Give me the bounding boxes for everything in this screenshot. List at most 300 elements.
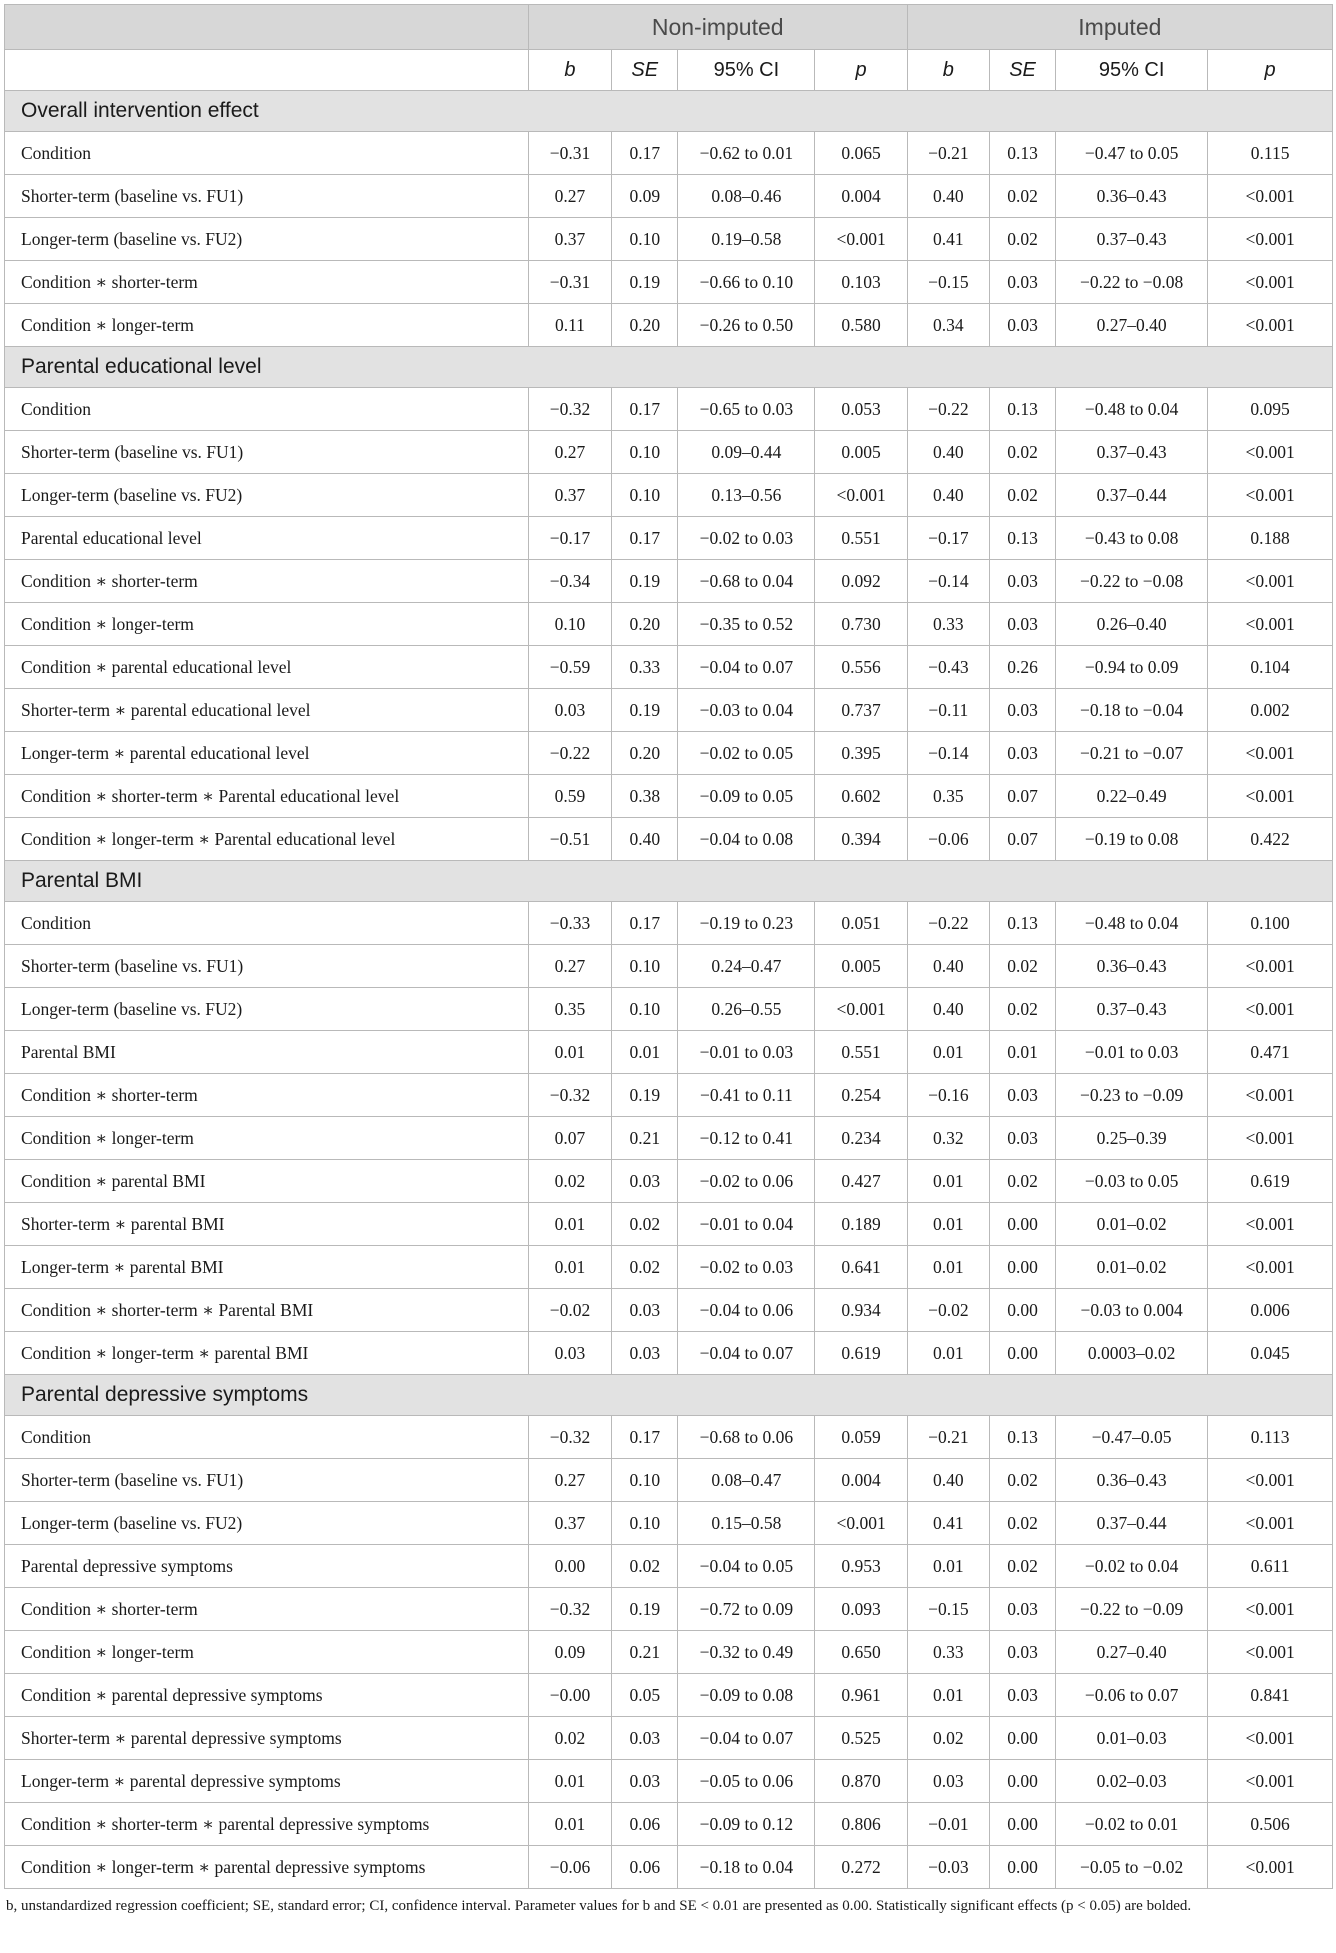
cell-imputed-b: 0.40 — [907, 431, 989, 474]
table-row — [5, 1545, 1333, 1588]
table-row — [5, 1289, 1333, 1332]
cell-imputed-p: 0.188 — [1208, 517, 1333, 560]
cell-nonimputed-se: 0.10 — [612, 945, 678, 988]
cell-imputed-p: 0.611 — [1208, 1545, 1333, 1588]
cell-nonimputed-ci: −0.12 to 0.41 — [678, 1117, 815, 1160]
cell-nonimputed-b: −0.32 — [528, 1416, 612, 1459]
cell-imputed-ci: −0.47 to 0.05 — [1056, 132, 1208, 175]
cell-imputed-se: 0.13 — [990, 1416, 1056, 1459]
row-label: Condition ∗ parental educational level — [5, 646, 529, 689]
cell-nonimputed-se: 0.33 — [612, 646, 678, 689]
cell-nonimputed-se: 0.10 — [612, 988, 678, 1031]
cell-nonimputed-p: 0.961 — [815, 1674, 907, 1717]
table-row — [5, 1631, 1333, 1674]
table-row — [5, 517, 1333, 560]
cell-imputed-p: <0.001 — [1208, 304, 1333, 347]
row-label: Longer-term (baseline vs. FU2) — [5, 474, 529, 517]
cell-imputed-p: <0.001 — [1208, 474, 1333, 517]
cell-imputed-ci: −0.02 to 0.04 — [1056, 1545, 1208, 1588]
cell-nonimputed-se: 0.20 — [612, 304, 678, 347]
cell-imputed-ci: 0.37–0.43 — [1056, 988, 1208, 1031]
cell-imputed-p: <0.001 — [1208, 1246, 1333, 1289]
header-label-cell — [5, 50, 529, 91]
row-label: Condition ∗ shorter-term — [5, 1588, 529, 1631]
cell-nonimputed-ci: −0.65 to 0.03 — [678, 388, 815, 431]
cell-imputed-p: <0.001 — [1208, 1459, 1333, 1502]
cell-imputed-ci: 0.27–0.40 — [1056, 1631, 1208, 1674]
row-label: Longer-term ∗ parental depressive symptoms — [5, 1760, 529, 1803]
cell-nonimputed-b: −0.33 — [528, 902, 612, 945]
table-row — [5, 261, 1333, 304]
cell-nonimputed-p: 0.395 — [815, 732, 907, 775]
cell-imputed-se: 0.02 — [990, 1545, 1056, 1588]
header-group-row — [5, 5, 1333, 50]
cell-imputed-p: 0.100 — [1208, 902, 1333, 945]
cell-imputed-ci: −0.03 to 0.004 — [1056, 1289, 1208, 1332]
cell-nonimputed-p: 0.641 — [815, 1246, 907, 1289]
cell-imputed-b: 0.01 — [907, 1246, 989, 1289]
cell-imputed-p: <0.001 — [1208, 988, 1333, 1031]
cell-imputed-b: 0.01 — [907, 1674, 989, 1717]
row-label: Condition ∗ shorter-term ∗ Parental BMI — [5, 1289, 529, 1332]
cell-imputed-se: 0.00 — [990, 1846, 1056, 1889]
cell-imputed-p: <0.001 — [1208, 1717, 1333, 1760]
cell-nonimputed-se: 0.02 — [612, 1545, 678, 1588]
column-header-p: p — [815, 50, 907, 91]
row-label: Condition — [5, 388, 529, 431]
cell-imputed-b: −0.17 — [907, 517, 989, 560]
table-row — [5, 1502, 1333, 1545]
cell-imputed-b: −0.22 — [907, 388, 989, 431]
cell-imputed-ci: 0.01–0.03 — [1056, 1717, 1208, 1760]
cell-imputed-p: 0.104 — [1208, 646, 1333, 689]
cell-imputed-b: 0.40 — [907, 988, 989, 1031]
cell-imputed-se: 0.13 — [990, 902, 1056, 945]
cell-nonimputed-b: 0.01 — [528, 1803, 612, 1846]
table-row — [5, 175, 1333, 218]
cell-imputed-ci: −0.02 to 0.01 — [1056, 1803, 1208, 1846]
cell-nonimputed-se: 0.10 — [612, 474, 678, 517]
cell-nonimputed-p: 0.053 — [815, 388, 907, 431]
cell-nonimputed-se: 0.03 — [612, 1332, 678, 1375]
cell-nonimputed-se: 0.17 — [612, 132, 678, 175]
cell-nonimputed-se: 0.05 — [612, 1674, 678, 1717]
cell-nonimputed-b: 0.27 — [528, 431, 612, 474]
cell-nonimputed-b: 0.02 — [528, 1717, 612, 1760]
cell-nonimputed-p: 0.059 — [815, 1416, 907, 1459]
header-column-row — [5, 50, 1333, 91]
cell-imputed-se: 0.03 — [990, 1074, 1056, 1117]
cell-nonimputed-p: 0.092 — [815, 560, 907, 603]
cell-imputed-ci: 0.37–0.44 — [1056, 474, 1208, 517]
cell-nonimputed-b: 0.27 — [528, 175, 612, 218]
cell-imputed-b: 0.40 — [907, 474, 989, 517]
cell-imputed-ci: −0.01 to 0.03 — [1056, 1031, 1208, 1074]
cell-nonimputed-se: 0.19 — [612, 261, 678, 304]
row-label: Condition ∗ parental BMI — [5, 1160, 529, 1203]
cell-imputed-b: −0.22 — [907, 902, 989, 945]
table-row — [5, 388, 1333, 431]
cell-nonimputed-ci: −0.62 to 0.01 — [678, 132, 815, 175]
cell-nonimputed-p: 0.934 — [815, 1289, 907, 1332]
cell-imputed-ci: −0.48 to 0.04 — [1056, 902, 1208, 945]
column-header-se: SE — [990, 50, 1056, 91]
cell-nonimputed-ci: −0.41 to 0.11 — [678, 1074, 815, 1117]
column-header-p: p — [1208, 50, 1333, 91]
table-header — [5, 5, 1333, 91]
cell-imputed-p: <0.001 — [1208, 603, 1333, 646]
cell-imputed-ci: 0.25–0.39 — [1056, 1117, 1208, 1160]
cell-nonimputed-ci: −0.01 to 0.03 — [678, 1031, 815, 1074]
cell-nonimputed-se: 0.38 — [612, 775, 678, 818]
row-label: Parental depressive symptoms — [5, 1545, 529, 1588]
cell-imputed-p: <0.001 — [1208, 1760, 1333, 1803]
cell-nonimputed-b: 0.27 — [528, 1459, 612, 1502]
header-corner-cell — [5, 5, 529, 50]
cell-imputed-p: <0.001 — [1208, 431, 1333, 474]
table-row — [5, 1846, 1333, 1889]
table-row — [5, 1588, 1333, 1631]
cell-nonimputed-b: −0.17 — [528, 517, 612, 560]
cell-nonimputed-se: 0.06 — [612, 1846, 678, 1889]
cell-imputed-se: 0.02 — [990, 431, 1056, 474]
cell-nonimputed-ci: −0.02 to 0.06 — [678, 1160, 815, 1203]
cell-imputed-se: 0.13 — [990, 517, 1056, 560]
table-row — [5, 1760, 1333, 1803]
cell-nonimputed-b: 0.37 — [528, 474, 612, 517]
cell-imputed-se: 0.03 — [990, 603, 1056, 646]
table-row — [5, 988, 1333, 1031]
cell-nonimputed-ci: −0.04 to 0.07 — [678, 1717, 815, 1760]
row-label: Shorter-term (baseline vs. FU1) — [5, 431, 529, 474]
cell-imputed-b: 0.01 — [907, 1031, 989, 1074]
cell-nonimputed-p: 0.580 — [815, 304, 907, 347]
cell-nonimputed-b: −0.34 — [528, 560, 612, 603]
cell-imputed-p: <0.001 — [1208, 218, 1333, 261]
cell-nonimputed-b: −0.32 — [528, 388, 612, 431]
row-label: Longer-term (baseline vs. FU2) — [5, 1502, 529, 1545]
cell-imputed-p: 0.506 — [1208, 1803, 1333, 1846]
table-row — [5, 304, 1333, 347]
cell-imputed-p: <0.001 — [1208, 1117, 1333, 1160]
cell-imputed-p: <0.001 — [1208, 775, 1333, 818]
cell-imputed-b: −0.14 — [907, 732, 989, 775]
cell-nonimputed-ci: −0.04 to 0.06 — [678, 1289, 815, 1332]
cell-imputed-se: 0.03 — [990, 261, 1056, 304]
row-label: Condition ∗ shorter-term ∗ Parental educational level — [5, 775, 529, 818]
cell-nonimputed-p: 0.870 — [815, 1760, 907, 1803]
table-body — [5, 91, 1333, 1889]
cell-imputed-b: 0.01 — [907, 1332, 989, 1375]
cell-nonimputed-se: 0.17 — [612, 902, 678, 945]
cell-imputed-p: 0.095 — [1208, 388, 1333, 431]
table-row — [5, 1416, 1333, 1459]
cell-imputed-ci: 0.26–0.40 — [1056, 603, 1208, 646]
cell-imputed-p: <0.001 — [1208, 945, 1333, 988]
section-header-row — [5, 347, 1333, 388]
cell-nonimputed-ci: −0.18 to 0.04 — [678, 1846, 815, 1889]
table-row — [5, 775, 1333, 818]
cell-nonimputed-se: 0.40 — [612, 818, 678, 861]
cell-nonimputed-se: 0.02 — [612, 1203, 678, 1246]
cell-imputed-p: <0.001 — [1208, 1203, 1333, 1246]
cell-nonimputed-ci: −0.04 to 0.08 — [678, 818, 815, 861]
cell-nonimputed-ci: −0.04 to 0.07 — [678, 646, 815, 689]
cell-nonimputed-p: 0.650 — [815, 1631, 907, 1674]
cell-nonimputed-se: 0.19 — [612, 560, 678, 603]
cell-nonimputed-b: 0.02 — [528, 1160, 612, 1203]
row-label: Condition ∗ parental depressive symptoms — [5, 1674, 529, 1717]
cell-nonimputed-se: 0.19 — [612, 689, 678, 732]
cell-nonimputed-ci: 0.08–0.46 — [678, 175, 815, 218]
cell-imputed-b: −0.15 — [907, 1588, 989, 1631]
cell-imputed-ci: −0.06 to 0.07 — [1056, 1674, 1208, 1717]
cell-nonimputed-ci: −0.09 to 0.12 — [678, 1803, 815, 1846]
table-row — [5, 1332, 1333, 1375]
column-header-ci: 95% CI — [1056, 50, 1208, 91]
cell-imputed-ci: 0.01–0.02 — [1056, 1203, 1208, 1246]
cell-nonimputed-p: 0.551 — [815, 517, 907, 560]
cell-nonimputed-b: −0.02 — [528, 1289, 612, 1332]
cell-nonimputed-ci: −0.02 to 0.03 — [678, 1246, 815, 1289]
cell-imputed-se: 0.03 — [990, 732, 1056, 775]
cell-imputed-p: 0.841 — [1208, 1674, 1333, 1717]
row-label: Condition ∗ longer-term — [5, 1117, 529, 1160]
cell-imputed-ci: −0.03 to 0.05 — [1056, 1160, 1208, 1203]
cell-nonimputed-se: 0.10 — [612, 431, 678, 474]
cell-imputed-se: 0.00 — [990, 1246, 1056, 1289]
cell-imputed-b: 0.41 — [907, 1502, 989, 1545]
cell-imputed-se: 0.02 — [990, 1160, 1056, 1203]
cell-imputed-ci: −0.23 to −0.09 — [1056, 1074, 1208, 1117]
cell-nonimputed-b: 0.11 — [528, 304, 612, 347]
cell-nonimputed-ci: −0.04 to 0.05 — [678, 1545, 815, 1588]
cell-imputed-se: 0.02 — [990, 945, 1056, 988]
header-group-imputed: Imputed — [907, 5, 1332, 50]
row-label: Shorter-term (baseline vs. FU1) — [5, 175, 529, 218]
cell-nonimputed-se: 0.10 — [612, 218, 678, 261]
cell-nonimputed-ci: −0.05 to 0.06 — [678, 1760, 815, 1803]
cell-nonimputed-se: 0.20 — [612, 603, 678, 646]
cell-nonimputed-p: 0.619 — [815, 1332, 907, 1375]
table-row — [5, 431, 1333, 474]
section-header-row — [5, 91, 1333, 132]
table-row — [5, 818, 1333, 861]
row-label: Shorter-term ∗ parental depressive symptoms — [5, 1717, 529, 1760]
cell-nonimputed-b: 0.10 — [528, 603, 612, 646]
cell-imputed-b: 0.01 — [907, 1160, 989, 1203]
cell-nonimputed-se: 0.19 — [612, 1074, 678, 1117]
cell-imputed-p: <0.001 — [1208, 1846, 1333, 1889]
cell-imputed-p: <0.001 — [1208, 261, 1333, 304]
cell-imputed-b: −0.14 — [907, 560, 989, 603]
cell-nonimputed-ci: −0.68 to 0.06 — [678, 1416, 815, 1459]
cell-nonimputed-p: 0.093 — [815, 1588, 907, 1631]
cell-imputed-ci: 0.02–0.03 — [1056, 1760, 1208, 1803]
cell-imputed-b: −0.11 — [907, 689, 989, 732]
cell-nonimputed-se: 0.01 — [612, 1031, 678, 1074]
cell-nonimputed-p: 0.427 — [815, 1160, 907, 1203]
cell-nonimputed-p: 0.065 — [815, 132, 907, 175]
cell-nonimputed-b: −0.31 — [528, 261, 612, 304]
cell-imputed-p: 0.471 — [1208, 1031, 1333, 1074]
cell-nonimputed-p: 0.254 — [815, 1074, 907, 1117]
cell-nonimputed-se: 0.17 — [612, 1416, 678, 1459]
cell-nonimputed-se: 0.03 — [612, 1760, 678, 1803]
cell-imputed-se: 0.26 — [990, 646, 1056, 689]
cell-imputed-se: 0.03 — [990, 304, 1056, 347]
cell-nonimputed-b: 0.59 — [528, 775, 612, 818]
cell-nonimputed-p: 0.556 — [815, 646, 907, 689]
cell-imputed-p: <0.001 — [1208, 1502, 1333, 1545]
cell-nonimputed-b: −0.22 — [528, 732, 612, 775]
cell-nonimputed-ci: 0.24–0.47 — [678, 945, 815, 988]
cell-nonimputed-se: 0.03 — [612, 1160, 678, 1203]
cell-imputed-se: 0.02 — [990, 175, 1056, 218]
row-label: Parental BMI — [5, 1031, 529, 1074]
table-row — [5, 689, 1333, 732]
cell-imputed-se: 0.13 — [990, 388, 1056, 431]
cell-nonimputed-se: 0.10 — [612, 1459, 678, 1502]
cell-nonimputed-b: −0.59 — [528, 646, 612, 689]
cell-imputed-ci: −0.48 to 0.04 — [1056, 388, 1208, 431]
cell-imputed-ci: 0.0003–0.02 — [1056, 1332, 1208, 1375]
table-row — [5, 1117, 1333, 1160]
cell-imputed-b: 0.33 — [907, 1631, 989, 1674]
cell-imputed-b: −0.21 — [907, 1416, 989, 1459]
cell-nonimputed-p: 0.551 — [815, 1031, 907, 1074]
column-header-ci: 95% CI — [678, 50, 815, 91]
cell-nonimputed-b: −0.32 — [528, 1074, 612, 1117]
cell-nonimputed-p: <0.001 — [815, 474, 907, 517]
cell-imputed-p: 0.619 — [1208, 1160, 1333, 1203]
row-label: Shorter-term ∗ parental educational level — [5, 689, 529, 732]
table-row — [5, 945, 1333, 988]
cell-nonimputed-b: 0.09 — [528, 1631, 612, 1674]
cell-imputed-se: 0.00 — [990, 1289, 1056, 1332]
cell-imputed-ci: −0.47–0.05 — [1056, 1416, 1208, 1459]
cell-nonimputed-b: −0.06 — [528, 1846, 612, 1889]
cell-nonimputed-b: 0.03 — [528, 689, 612, 732]
row-label: Shorter-term (baseline vs. FU1) — [5, 1459, 529, 1502]
cell-imputed-ci: 0.36–0.43 — [1056, 175, 1208, 218]
cell-imputed-ci: 0.36–0.43 — [1056, 1459, 1208, 1502]
cell-nonimputed-p: 0.004 — [815, 175, 907, 218]
table-row — [5, 218, 1333, 261]
cell-nonimputed-ci: 0.19–0.58 — [678, 218, 815, 261]
cell-nonimputed-b: 0.27 — [528, 945, 612, 988]
cell-nonimputed-p: 0.005 — [815, 431, 907, 474]
cell-imputed-b: 0.01 — [907, 1203, 989, 1246]
cell-imputed-b: −0.01 — [907, 1803, 989, 1846]
row-label: Condition — [5, 902, 529, 945]
cell-imputed-b: 0.33 — [907, 603, 989, 646]
table-row — [5, 1717, 1333, 1760]
cell-imputed-ci: 0.01–0.02 — [1056, 1246, 1208, 1289]
cell-imputed-se: 0.07 — [990, 818, 1056, 861]
cell-nonimputed-ci: −0.02 to 0.05 — [678, 732, 815, 775]
cell-imputed-p: <0.001 — [1208, 1588, 1333, 1631]
cell-nonimputed-ci: −0.09 to 0.05 — [678, 775, 815, 818]
cell-imputed-se: 0.03 — [990, 1674, 1056, 1717]
cell-nonimputed-b: 0.00 — [528, 1545, 612, 1588]
table-row — [5, 1459, 1333, 1502]
cell-imputed-b: 0.40 — [907, 175, 989, 218]
cell-nonimputed-p: 0.004 — [815, 1459, 907, 1502]
regression-results-table — [4, 4, 1333, 1889]
cell-imputed-b: −0.06 — [907, 818, 989, 861]
cell-nonimputed-ci: 0.15–0.58 — [678, 1502, 815, 1545]
cell-nonimputed-p: 0.189 — [815, 1203, 907, 1246]
cell-imputed-ci: −0.22 to −0.08 — [1056, 560, 1208, 603]
cell-nonimputed-se: 0.03 — [612, 1289, 678, 1332]
cell-imputed-se: 0.03 — [990, 1631, 1056, 1674]
cell-imputed-b: −0.15 — [907, 261, 989, 304]
cell-imputed-ci: −0.22 to −0.08 — [1056, 261, 1208, 304]
cell-imputed-p: <0.001 — [1208, 1631, 1333, 1674]
cell-nonimputed-p: <0.001 — [815, 1502, 907, 1545]
cell-nonimputed-b: 0.01 — [528, 1246, 612, 1289]
results-table-document — [4, 4, 1333, 1917]
cell-nonimputed-b: −0.51 — [528, 818, 612, 861]
section-header-row — [5, 861, 1333, 902]
cell-imputed-p: <0.001 — [1208, 732, 1333, 775]
cell-nonimputed-p: <0.001 — [815, 988, 907, 1031]
cell-nonimputed-b: 0.01 — [528, 1031, 612, 1074]
cell-imputed-b: 0.01 — [907, 1545, 989, 1588]
cell-nonimputed-b: −0.00 — [528, 1674, 612, 1717]
cell-nonimputed-p: 0.525 — [815, 1717, 907, 1760]
section-header-row — [5, 1375, 1333, 1416]
cell-imputed-b: −0.43 — [907, 646, 989, 689]
row-label: Condition ∗ shorter-term — [5, 261, 529, 304]
cell-nonimputed-ci: −0.68 to 0.04 — [678, 560, 815, 603]
row-label: Condition — [5, 132, 529, 175]
cell-nonimputed-b: −0.32 — [528, 1588, 612, 1631]
cell-nonimputed-ci: 0.08–0.47 — [678, 1459, 815, 1502]
cell-nonimputed-b: 0.01 — [528, 1203, 612, 1246]
cell-imputed-se: 0.01 — [990, 1031, 1056, 1074]
cell-nonimputed-b: 0.37 — [528, 1502, 612, 1545]
cell-imputed-ci: −0.19 to 0.08 — [1056, 818, 1208, 861]
section-title: Parental depressive symptoms — [5, 1375, 1333, 1416]
table-row — [5, 1160, 1333, 1203]
table-row — [5, 732, 1333, 775]
cell-imputed-se: 0.00 — [990, 1203, 1056, 1246]
cell-imputed-b: 0.40 — [907, 945, 989, 988]
cell-imputed-se: 0.03 — [990, 1588, 1056, 1631]
cell-nonimputed-ci: 0.13–0.56 — [678, 474, 815, 517]
cell-imputed-p: <0.001 — [1208, 560, 1333, 603]
table-row — [5, 474, 1333, 517]
cell-nonimputed-p: <0.001 — [815, 218, 907, 261]
table-row — [5, 560, 1333, 603]
table-row — [5, 1203, 1333, 1246]
cell-imputed-b: −0.16 — [907, 1074, 989, 1117]
cell-imputed-b: −0.21 — [907, 132, 989, 175]
cell-nonimputed-se: 0.03 — [612, 1717, 678, 1760]
row-label: Condition — [5, 1416, 529, 1459]
cell-imputed-b: 0.35 — [907, 775, 989, 818]
table-row — [5, 1674, 1333, 1717]
table-row — [5, 1246, 1333, 1289]
cell-imputed-b: 0.41 — [907, 218, 989, 261]
cell-imputed-b: −0.02 — [907, 1289, 989, 1332]
cell-nonimputed-b: 0.03 — [528, 1332, 612, 1375]
column-header-b: b — [907, 50, 989, 91]
section-title: Overall intervention effect — [5, 91, 1333, 132]
cell-nonimputed-p: 0.602 — [815, 775, 907, 818]
